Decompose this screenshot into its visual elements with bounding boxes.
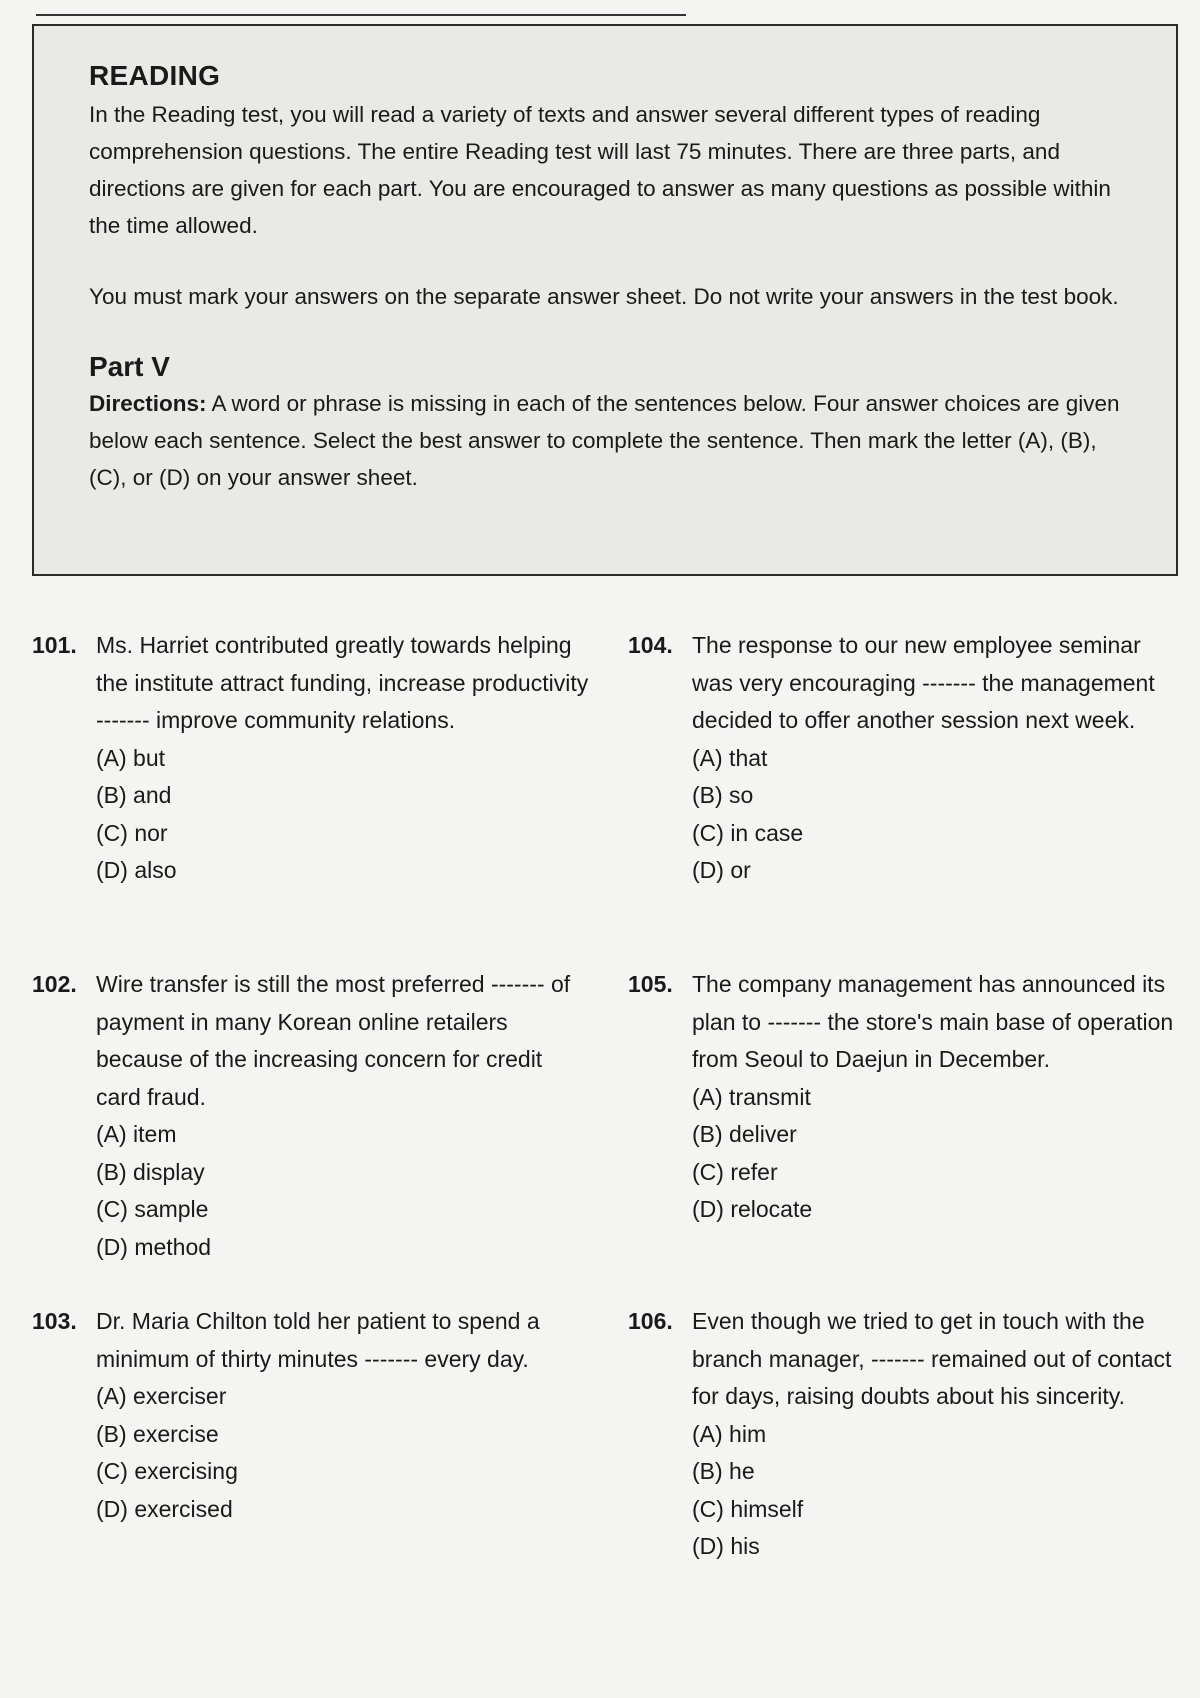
option-a: (A) him — [692, 1420, 767, 1447]
option-a: (A) transmit — [692, 1083, 811, 1110]
part-directions — [89, 385, 1128, 496]
question-number: 102. — [32, 971, 77, 997]
option-c: (C) refer — [692, 1158, 778, 1185]
question-number: 103. — [32, 1308, 77, 1334]
question-stem: Wire transfer is still the most preferred ------- of payment in many Korean online retailers because of the increasing concern for credit card fraud. — [96, 971, 571, 1110]
answer-options — [692, 1079, 1188, 1229]
option-d: (D) method — [96, 1233, 212, 1260]
question-101 — [32, 627, 592, 890]
directions-label: Directions: — [89, 391, 207, 416]
option-b: (B) he — [692, 1458, 755, 1484]
question-stem: Even though we tried to get in touch with the branch manager, ------- remained out of contact for days, raising doubts about his sincerity. — [692, 1308, 1172, 1409]
question-105 — [628, 966, 1188, 1229]
directions-text: A word or phrase is missing in each of the sentences below. Four answer choices are given below each sentence. Select the best answer to complete the sentence. Then mark the letter (A), (B), (C), or (D) on your answer sheet. — [89, 391, 1120, 490]
answer-options — [96, 1116, 592, 1266]
answer-options — [692, 1416, 1188, 1566]
option-a: (A) item — [96, 1121, 177, 1147]
question-number: 104. — [628, 632, 673, 658]
answer-sheet-notice: You must mark your answers on the separate answer sheet. Do not write your answers in the test book. — [89, 284, 1119, 309]
option-a: (A) but — [96, 744, 166, 771]
option-d: (D) also — [96, 857, 177, 883]
option-d: (D) relocate — [692, 1196, 813, 1222]
answer-options — [96, 1378, 592, 1528]
option-b: (B) display — [96, 1158, 205, 1185]
question-103 — [32, 1303, 592, 1528]
option-c: (C) exercising — [96, 1458, 238, 1484]
option-a: (A) exerciser — [96, 1383, 227, 1409]
option-d: (D) his — [692, 1533, 760, 1559]
question-number: 101. — [32, 632, 77, 658]
question-number: 105. — [628, 971, 673, 997]
top-rule — [36, 14, 686, 16]
answer-options — [692, 740, 1188, 890]
section-heading: READING — [89, 60, 221, 91]
answer-options — [96, 740, 592, 890]
option-d: (D) or — [692, 857, 751, 883]
part-heading: Part V — [89, 351, 170, 382]
reading-intro-paragraph: In the Reading test, you will read a variety of texts and answer several different types of reading comprehension questions. The entire Reading test will last 75 minutes. There are three parts, and directions are given for each part. You are encouraged to answer as many questions as possible within the time allowed. — [89, 102, 1111, 238]
option-a: (A) that — [692, 744, 768, 771]
reading-instructions-box — [32, 24, 1178, 576]
question-stem: The company management has announced its plan to ------- the store's main base of operation from Seoul to Daejun in December. — [692, 971, 1174, 1072]
option-c: (C) in case — [692, 819, 804, 846]
question-number: 106. — [628, 1308, 673, 1334]
option-b: (B) so — [692, 782, 754, 808]
option-c: (C) sample — [96, 1196, 209, 1222]
question-102 — [32, 966, 592, 1266]
question-106 — [628, 1303, 1188, 1566]
question-stem: Dr. Maria Chilton told her patient to spend a minimum of thirty minutes ------- every day. — [96, 1308, 540, 1372]
option-c: (C) nor — [96, 819, 168, 846]
question-stem: The response to our new employee seminar was very encouraging ------- the management decided to offer another session next week. — [692, 632, 1155, 733]
option-b: (B) deliver — [692, 1121, 797, 1147]
option-c: (C) himself — [692, 1495, 804, 1522]
question-104 — [628, 627, 1188, 890]
option-b: (B) and — [96, 782, 172, 808]
question-stem: Ms. Harriet contributed greatly towards helping the institute attract funding, increase productivity ------- improve community relations. — [96, 632, 589, 733]
option-d: (D) exercised — [96, 1495, 233, 1522]
option-b: (B) exercise — [96, 1420, 219, 1447]
